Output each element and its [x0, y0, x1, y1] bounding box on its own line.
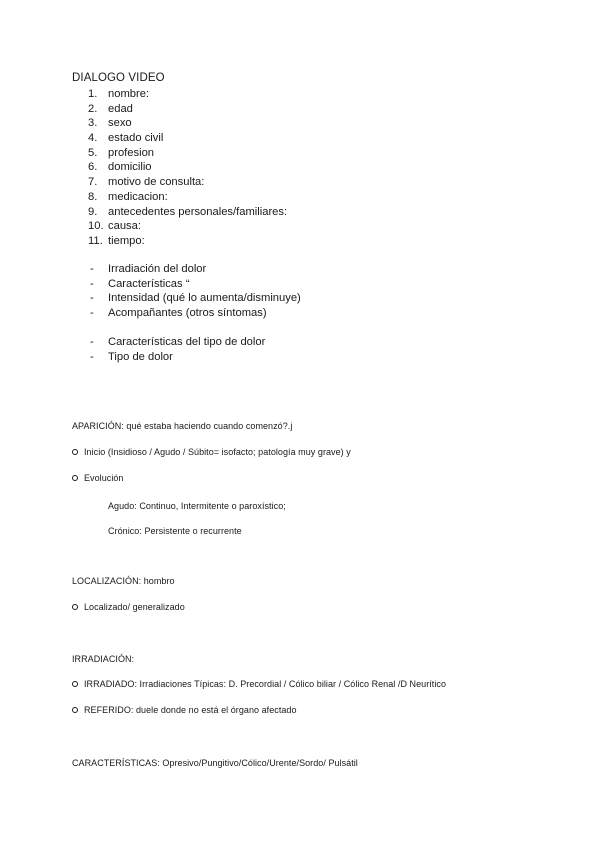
- list-number: 11.: [88, 234, 103, 247]
- list-number: 2.: [88, 102, 98, 115]
- dash-marker: -: [90, 277, 94, 290]
- list-text: tiempo:: [108, 234, 145, 247]
- bullet-circle-icon: [72, 604, 78, 610]
- list-text: medicacion:: [108, 190, 168, 203]
- list-item: [88, 277, 301, 292]
- list-text: Características “: [108, 277, 190, 290]
- irradiacion-referido-text: REFERIDO: duele donde no está el órgano afectado: [84, 705, 297, 715]
- irradiacion-heading: IRRADIACIÓN:: [72, 654, 135, 664]
- irradiacion-irradiado-text: IRRADIADO: Irradiaciones Típicas: D. Precordial / Cólico biliar / Cólico Renal /D Neurítico: [84, 679, 447, 689]
- list-text: antecedentes personales/familiares:: [108, 205, 288, 218]
- list-number: 6.: [88, 161, 98, 174]
- list-text: domicilio: [108, 161, 152, 174]
- list-item: [88, 116, 287, 131]
- list-text: Intensidad (qué lo aumenta/disminuye): [108, 292, 301, 305]
- aparicion-inicio-text: Inicio (Insidioso / Agudo / Súbito= isofacto; patología muy grave) y: [84, 447, 351, 457]
- list-item: [88, 306, 301, 321]
- irradiacion-irradiado-item: [72, 679, 446, 689]
- list-item: [88, 175, 287, 190]
- bullet-circle-icon: [72, 449, 78, 455]
- list-number: 10.: [88, 220, 104, 233]
- list-item: [88, 146, 287, 161]
- list-item: [88, 234, 287, 249]
- bullet-circle-icon: [72, 707, 78, 713]
- list-item: [88, 87, 287, 102]
- aparicion-heading: APARICIÓN: qué estaba haciendo cuando comenzó?.j: [72, 421, 293, 431]
- aparicion-inicio-item: [72, 447, 351, 457]
- list-text: causa:: [108, 220, 141, 233]
- list-item: [88, 219, 287, 234]
- localizacion-item: [72, 602, 185, 612]
- list-text: edad: [108, 102, 133, 115]
- list-item: [88, 131, 287, 146]
- aparicion-cronico: Crónico: Persistente o recurrente: [108, 526, 242, 536]
- dash-marker: -: [90, 307, 94, 320]
- dash-marker: -: [90, 292, 94, 305]
- list-text: Irradiación del dolor: [108, 263, 207, 275]
- irradiacion-referido-item: [72, 705, 297, 715]
- aparicion-evolucion-item: [72, 473, 123, 483]
- bullet-circle-icon: [72, 475, 78, 481]
- dash-marker: -: [90, 336, 94, 348]
- list-text: Acompañantes (otros síntomas): [108, 307, 267, 320]
- list-text: Tipo de dolor: [108, 350, 173, 363]
- list-text: sexo: [108, 117, 132, 130]
- list-item: [88, 205, 287, 220]
- list-text: nombre:: [108, 88, 150, 100]
- list-number: 8.: [88, 190, 98, 203]
- list-item: [88, 262, 301, 277]
- list-number: 4.: [88, 132, 98, 145]
- list-item: [88, 350, 265, 365]
- aparicion-agudo: Agudo: Continuo, Intermitente o paroxístico;: [108, 501, 286, 511]
- aparicion-evolucion-text: Evolución: [84, 473, 124, 483]
- numbered-list: [88, 87, 287, 249]
- list-number: 1.: [88, 88, 98, 100]
- localizacion-heading: LOCALIZACIÓN: hombro: [72, 576, 175, 586]
- list-item: [88, 160, 287, 175]
- list-text: profesion: [108, 146, 155, 159]
- list-item: [88, 102, 287, 117]
- dash-marker: -: [90, 263, 94, 275]
- bullet-circle-icon: [72, 681, 78, 687]
- list-number: 5.: [88, 146, 98, 159]
- dash-list-pain-type: [88, 335, 265, 364]
- list-item: [88, 190, 287, 205]
- list-number: 7.: [88, 176, 98, 189]
- list-item: [88, 335, 265, 350]
- document-title: DIALOGO VIDEO: [72, 72, 165, 84]
- dash-marker: -: [90, 350, 94, 363]
- caracteristicas-heading: CARACTERÍSTICAS: Opresivo/Pungitivo/Cólico/Urente/Sordo/ Pulsátil: [72, 758, 358, 768]
- list-number: 3.: [88, 117, 98, 130]
- list-text: estado civil: [108, 132, 164, 145]
- list-text: Características del tipo de dolor: [108, 336, 266, 348]
- localizacion-text: Localizado/ generalizado: [84, 602, 185, 612]
- list-text: motivo de consulta:: [108, 176, 205, 189]
- list-number: 9.: [88, 205, 98, 218]
- list-item: [88, 291, 301, 306]
- dash-list-pain: [88, 262, 301, 321]
